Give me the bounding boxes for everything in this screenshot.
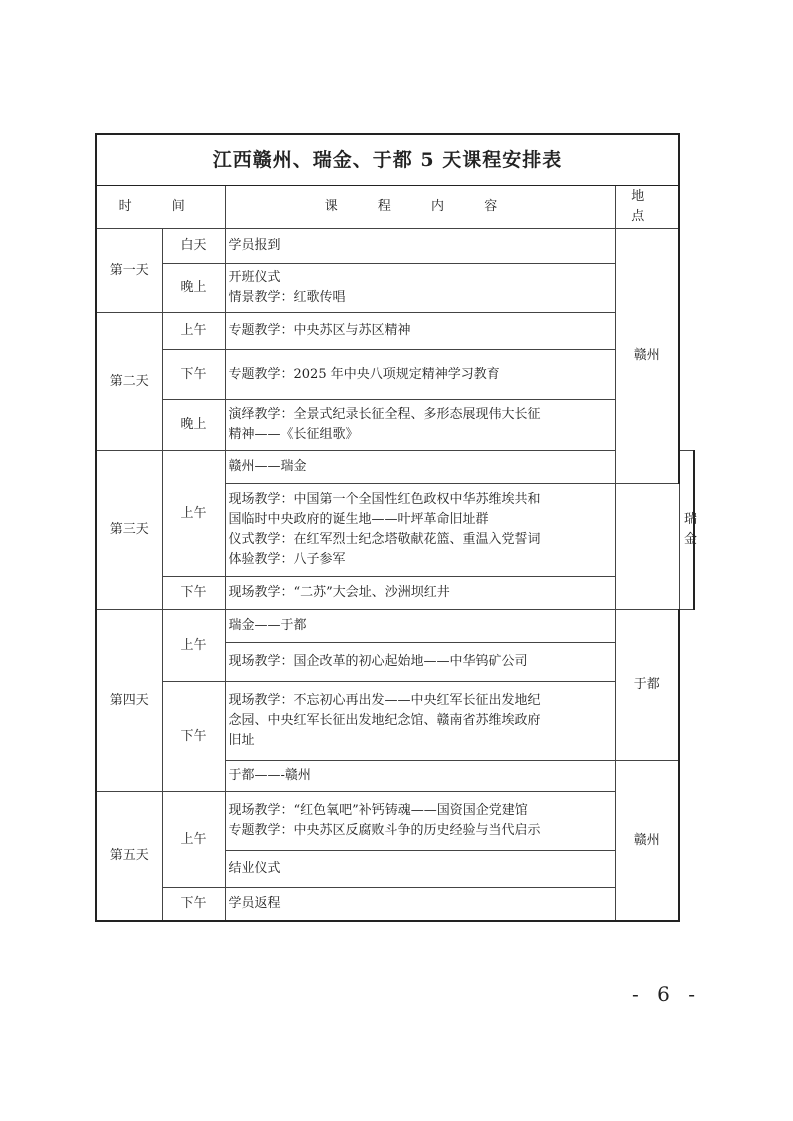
content-cell — [225, 229, 615, 264]
content-line: 学员报到 — [228, 238, 281, 253]
header-location: 地 点 — [615, 186, 679, 229]
content-line: 现场教学：中国第一个全国性红色政权中华苏维埃共和 — [228, 492, 541, 507]
header-row — [96, 186, 694, 229]
content-line: 念园、中央红军长征出发地纪念馆、赣南省苏维埃政府 — [228, 713, 541, 728]
content-line: 情景教学：红歌传唱 — [228, 290, 346, 305]
content-cell — [225, 264, 615, 313]
content-line: 现场教学：国企改革的初心起始地——中华钨矿公司 — [228, 654, 528, 669]
content-cell — [225, 792, 615, 851]
content-line: 专题教学：2025 年中央八项规定精神学习教育 — [228, 366, 500, 382]
content-line: 现场教学：“红色氧吧”补钙铸魂——国资国企党建馆 — [228, 803, 528, 818]
day-label: 第二天 — [96, 313, 162, 451]
table-row — [96, 350, 694, 400]
location-yudu: 于都 — [615, 610, 679, 761]
content-cell — [225, 484, 615, 577]
location-ganzhou: 赣州 — [615, 229, 679, 484]
table-row — [96, 888, 694, 922]
content-line: 赣州——瑞金 — [228, 459, 307, 474]
content-line: 专题教学：中央苏区与苏区精神 — [228, 323, 411, 338]
table-row — [96, 229, 694, 264]
day-label: 第一天 — [96, 229, 162, 313]
content-cell — [225, 682, 615, 761]
segment-label: 下午 — [162, 577, 225, 610]
content-line: 仪式教学：在红军烈士纪念塔敬献花篮、重温入党誓词 — [228, 532, 541, 547]
content-line: 专题教学：中央苏区反腐败斗争的历史经验与当代启示 — [228, 823, 541, 838]
segment-label: 下午 — [162, 888, 225, 922]
content-line: 现场教学：不忘初心再出发——中央红军长征出发地纪 — [228, 693, 541, 708]
content-line: 结业仪式 — [228, 861, 281, 876]
content-cell — [225, 643, 615, 682]
content-cell — [225, 350, 615, 400]
content-line: 国临时中央政府的诞生地——叶坪革命旧址群 — [228, 512, 489, 527]
segment-label: 晚上 — [162, 264, 225, 313]
segment-label: 下午 — [162, 682, 225, 792]
segment-label: 上午 — [162, 313, 225, 350]
table-row — [96, 610, 694, 643]
content-line: 精神——《长征组歌》 — [228, 427, 359, 442]
segment-label: 上午 — [162, 451, 225, 577]
segment-label: 下午 — [162, 350, 225, 400]
content-cell — [225, 761, 615, 792]
table-row — [96, 577, 694, 610]
content-cell — [225, 451, 615, 484]
page-number: - 6 - — [632, 982, 701, 1006]
header-time: 时 间 — [96, 186, 225, 229]
schedule-table — [95, 133, 698, 922]
table-row — [96, 451, 694, 484]
day-label: 第三天 — [96, 451, 162, 610]
table-row — [96, 313, 694, 350]
content-line: 开班仪式 — [228, 270, 281, 285]
segment-label: 上午 — [162, 792, 225, 888]
table-row — [96, 400, 694, 451]
content-cell — [225, 577, 615, 610]
table-row — [96, 792, 694, 851]
day-label: 第五天 — [96, 792, 162, 922]
table-title: 江西赣州、瑞金、于都 5 天课程安排表 — [96, 134, 679, 186]
content-cell — [225, 851, 615, 888]
content-cell — [225, 400, 615, 451]
content-line: 学员返程 — [228, 896, 281, 911]
segment-label: 晚上 — [162, 400, 225, 451]
content-cell — [225, 610, 615, 643]
content-line: 现场教学：“二苏”大会址、沙洲坝红井 — [228, 585, 450, 600]
day-label: 第四天 — [96, 610, 162, 792]
content-line: 瑞金——于都 — [228, 618, 307, 633]
segment-label: 白天 — [162, 229, 225, 264]
table-row — [96, 264, 694, 313]
content-line: 于都——-赣州 — [228, 768, 311, 783]
location-ruijin: 瑞金 — [679, 451, 694, 610]
table-row — [96, 682, 694, 761]
header-content: 课 程 内 容 — [225, 186, 615, 229]
content-line: 体验教学：八子参军 — [228, 552, 346, 567]
location-ganzhou-return: 赣州 — [615, 761, 679, 922]
segment-label: 上午 — [162, 610, 225, 682]
schedule-sheet — [95, 133, 698, 922]
content-line: 演绎教学：全景式纪录长征全程、多形态展现伟大长征 — [228, 407, 541, 422]
content-cell — [225, 313, 615, 350]
content-cell — [225, 888, 615, 922]
content-line: 旧址 — [228, 733, 255, 748]
